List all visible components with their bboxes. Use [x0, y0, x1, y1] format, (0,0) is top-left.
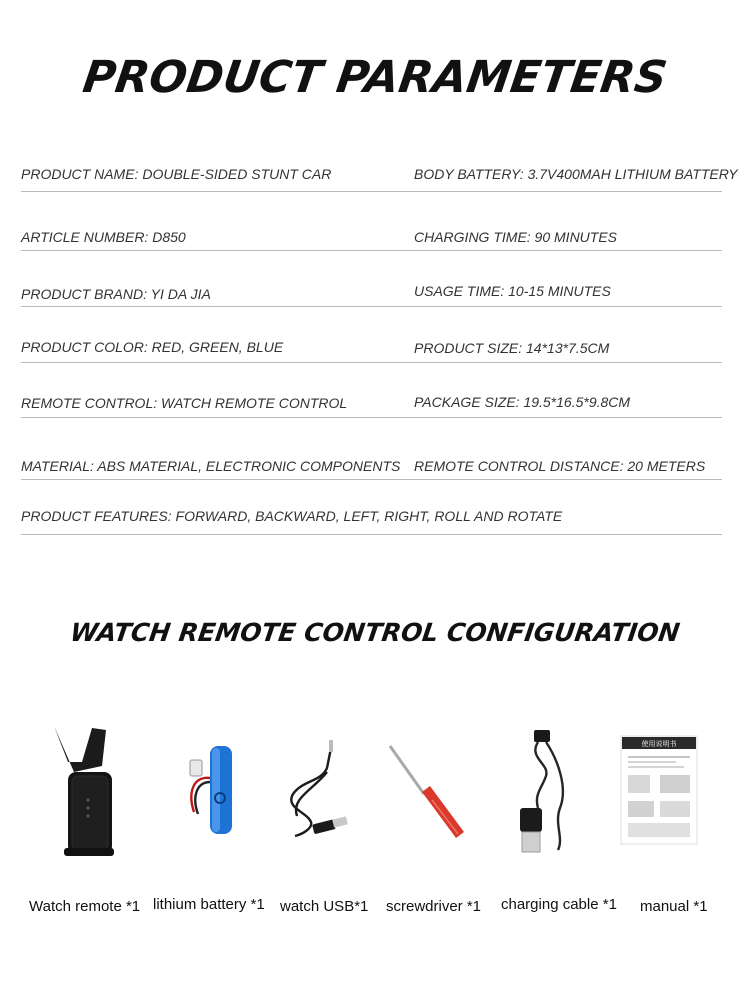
divider: [21, 362, 722, 363]
battery-icon: [182, 742, 262, 838]
param-product-size: PRODUCT SIZE: 14*13*7.5CM: [414, 340, 610, 356]
divider: [21, 250, 722, 251]
param-charging-time: CHARGING TIME: 90 MINUTES: [414, 229, 618, 245]
param-remote-distance: REMOTE CONTROL DISTANCE: 20 METERS: [414, 458, 706, 474]
manual-heading: 使用说明书: [641, 740, 677, 748]
item-caption: lithium battery *1: [153, 896, 265, 913]
divider: [21, 417, 722, 418]
manual-icon: [620, 735, 698, 845]
item-caption: watch USB*1: [280, 898, 369, 915]
config-title: WATCH REMOTE CONTROL CONFIGURATION: [68, 618, 682, 647]
page-title: PRODUCT PARAMETERS: [79, 52, 671, 103]
param-article-number: ARTICLE NUMBER: D850: [21, 229, 186, 245]
param-remote-control: REMOTE CONTROL: WATCH REMOTE CONTROL: [21, 395, 348, 411]
param-package-size: PACKAGE SIZE: 19.5*16.5*9.8CM: [414, 394, 631, 410]
divider: [21, 306, 722, 307]
divider: [21, 534, 722, 535]
screwdriver-icon: [384, 742, 468, 842]
watch-remote-icon: [40, 722, 130, 860]
divider: [21, 191, 722, 192]
param-product-color: PRODUCT COLOR: RED, GREEN, BLUE: [21, 339, 284, 355]
usb-cable-icon: [283, 738, 355, 850]
item-caption: Watch remote *1: [29, 898, 141, 915]
item-caption: manual *1: [640, 898, 708, 915]
divider: [21, 479, 722, 480]
item-caption: screwdriver *1: [386, 898, 482, 915]
param-product-name: PRODUCT NAME: DOUBLE-SIDED STUNT CAR: [21, 166, 332, 182]
param-usage-time: USAGE TIME: 10-15 MINUTES: [414, 283, 611, 299]
charging-cable-icon: [508, 728, 578, 856]
item-caption: charging cable *1: [501, 896, 617, 913]
param-product-brand: PRODUCT BRAND: YI DA JIA: [21, 286, 211, 302]
param-material: MATERIAL: ABS MATERIAL, ELECTRONIC COMPONENTS: [21, 458, 401, 474]
param-body-battery: BODY BATTERY: 3.7V400MAH LITHIUM BATTERY: [414, 166, 738, 182]
param-product-features: PRODUCT FEATURES: FORWARD, BACKWARD, LEFT, RIGHT, ROLL AND ROTATE: [21, 508, 563, 524]
